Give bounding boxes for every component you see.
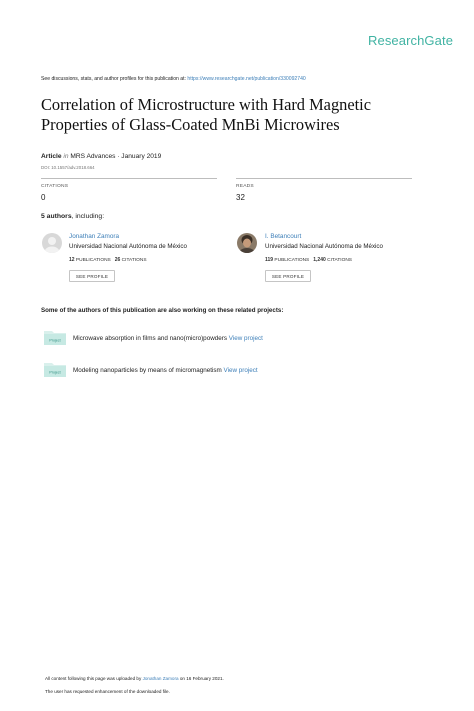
related-projects-header: Some of the authors of this publication are also working on these related projects: [41, 307, 284, 314]
view-project-link[interactable]: View project [223, 367, 258, 374]
citations-label: CITATIONS [41, 184, 69, 189]
publication-url-link[interactable]: https://www.researchgate.net/publication/330092740 [187, 76, 306, 82]
author-name-link[interactable]: Jonathan Zamora [69, 233, 120, 240]
avatar-placeholder-icon[interactable] [42, 233, 62, 253]
citations-value: 0 [41, 193, 46, 202]
see-profile-button[interactable]: SEE PROFILE [265, 270, 311, 282]
author-stats [265, 257, 352, 263]
title-line-2: Properties of Glass-Coated MnBi Microwires [41, 115, 340, 134]
author-publications-label: PUBLICATIONS [274, 258, 310, 263]
project-icon [43, 361, 67, 378]
author-citations-label: CITATIONS [121, 258, 147, 263]
see-profile-button[interactable]: SEE PROFILE [69, 270, 115, 282]
project-item [73, 367, 258, 374]
authors-header [41, 213, 104, 220]
author-affiliation: Universidad Nacional Autónoma de México [265, 243, 383, 250]
author-affiliation: Universidad Nacional Autónoma de México [69, 243, 187, 250]
author-citations-count: 26 [114, 257, 121, 263]
uploader-link[interactable]: Jonathan Zamora [142, 676, 179, 681]
publication-venue: MRS Advances · January 2019 [70, 153, 162, 160]
author-publications-count: 119 [265, 257, 274, 263]
upload-note-suffix: on 16 February 2021. [178, 676, 224, 681]
enhancement-note: The user has requested enhancement of the downloaded file. [45, 689, 170, 694]
authors-count: 5 authors [41, 213, 72, 220]
publication-type: Article [41, 153, 62, 160]
project-title: Modeling nanoparticles by means of micromagnetism [73, 367, 224, 374]
publication-title [41, 95, 441, 135]
view-project-link[interactable]: View project [228, 335, 263, 342]
upload-note [45, 676, 224, 681]
author-publications-label: PUBLICATIONS [75, 258, 111, 263]
reads-divider [236, 178, 412, 179]
project-icon-label: Project [49, 338, 61, 343]
project-icon [43, 329, 67, 346]
author-photo-icon[interactable] [237, 233, 257, 253]
author-stats [69, 257, 147, 263]
author-citations-label: CITATIONS [327, 258, 352, 263]
title-line-1: Correlation of Microstructure with Hard Magnetic [41, 95, 371, 114]
project-item [73, 335, 263, 342]
discussion-line [41, 76, 306, 82]
reads-value: 32 [236, 193, 245, 202]
meta-in: in [63, 153, 69, 160]
doi-text: DOI: 10.1557/adv.2018.664 [41, 165, 95, 170]
author-name-link[interactable]: I. Betancourt [265, 233, 302, 240]
citations-divider [41, 178, 217, 179]
author-publications-count: 12 [69, 257, 75, 263]
project-icon-label: Project [49, 370, 61, 375]
author-citations-count: 1,240 [313, 257, 326, 263]
researchgate-logo[interactable]: ResearchGate [368, 33, 454, 48]
project-title: Microwave absorption in films and nano(micro)powders [73, 335, 229, 342]
authors-including: , including: [71, 213, 105, 220]
reads-label: READS [236, 184, 254, 189]
discussion-text: See discussions, stats, and author profiles for this publication at: [41, 76, 188, 82]
publication-meta [41, 153, 161, 160]
upload-note-prefix: All content following this page was uploaded by [45, 676, 143, 681]
